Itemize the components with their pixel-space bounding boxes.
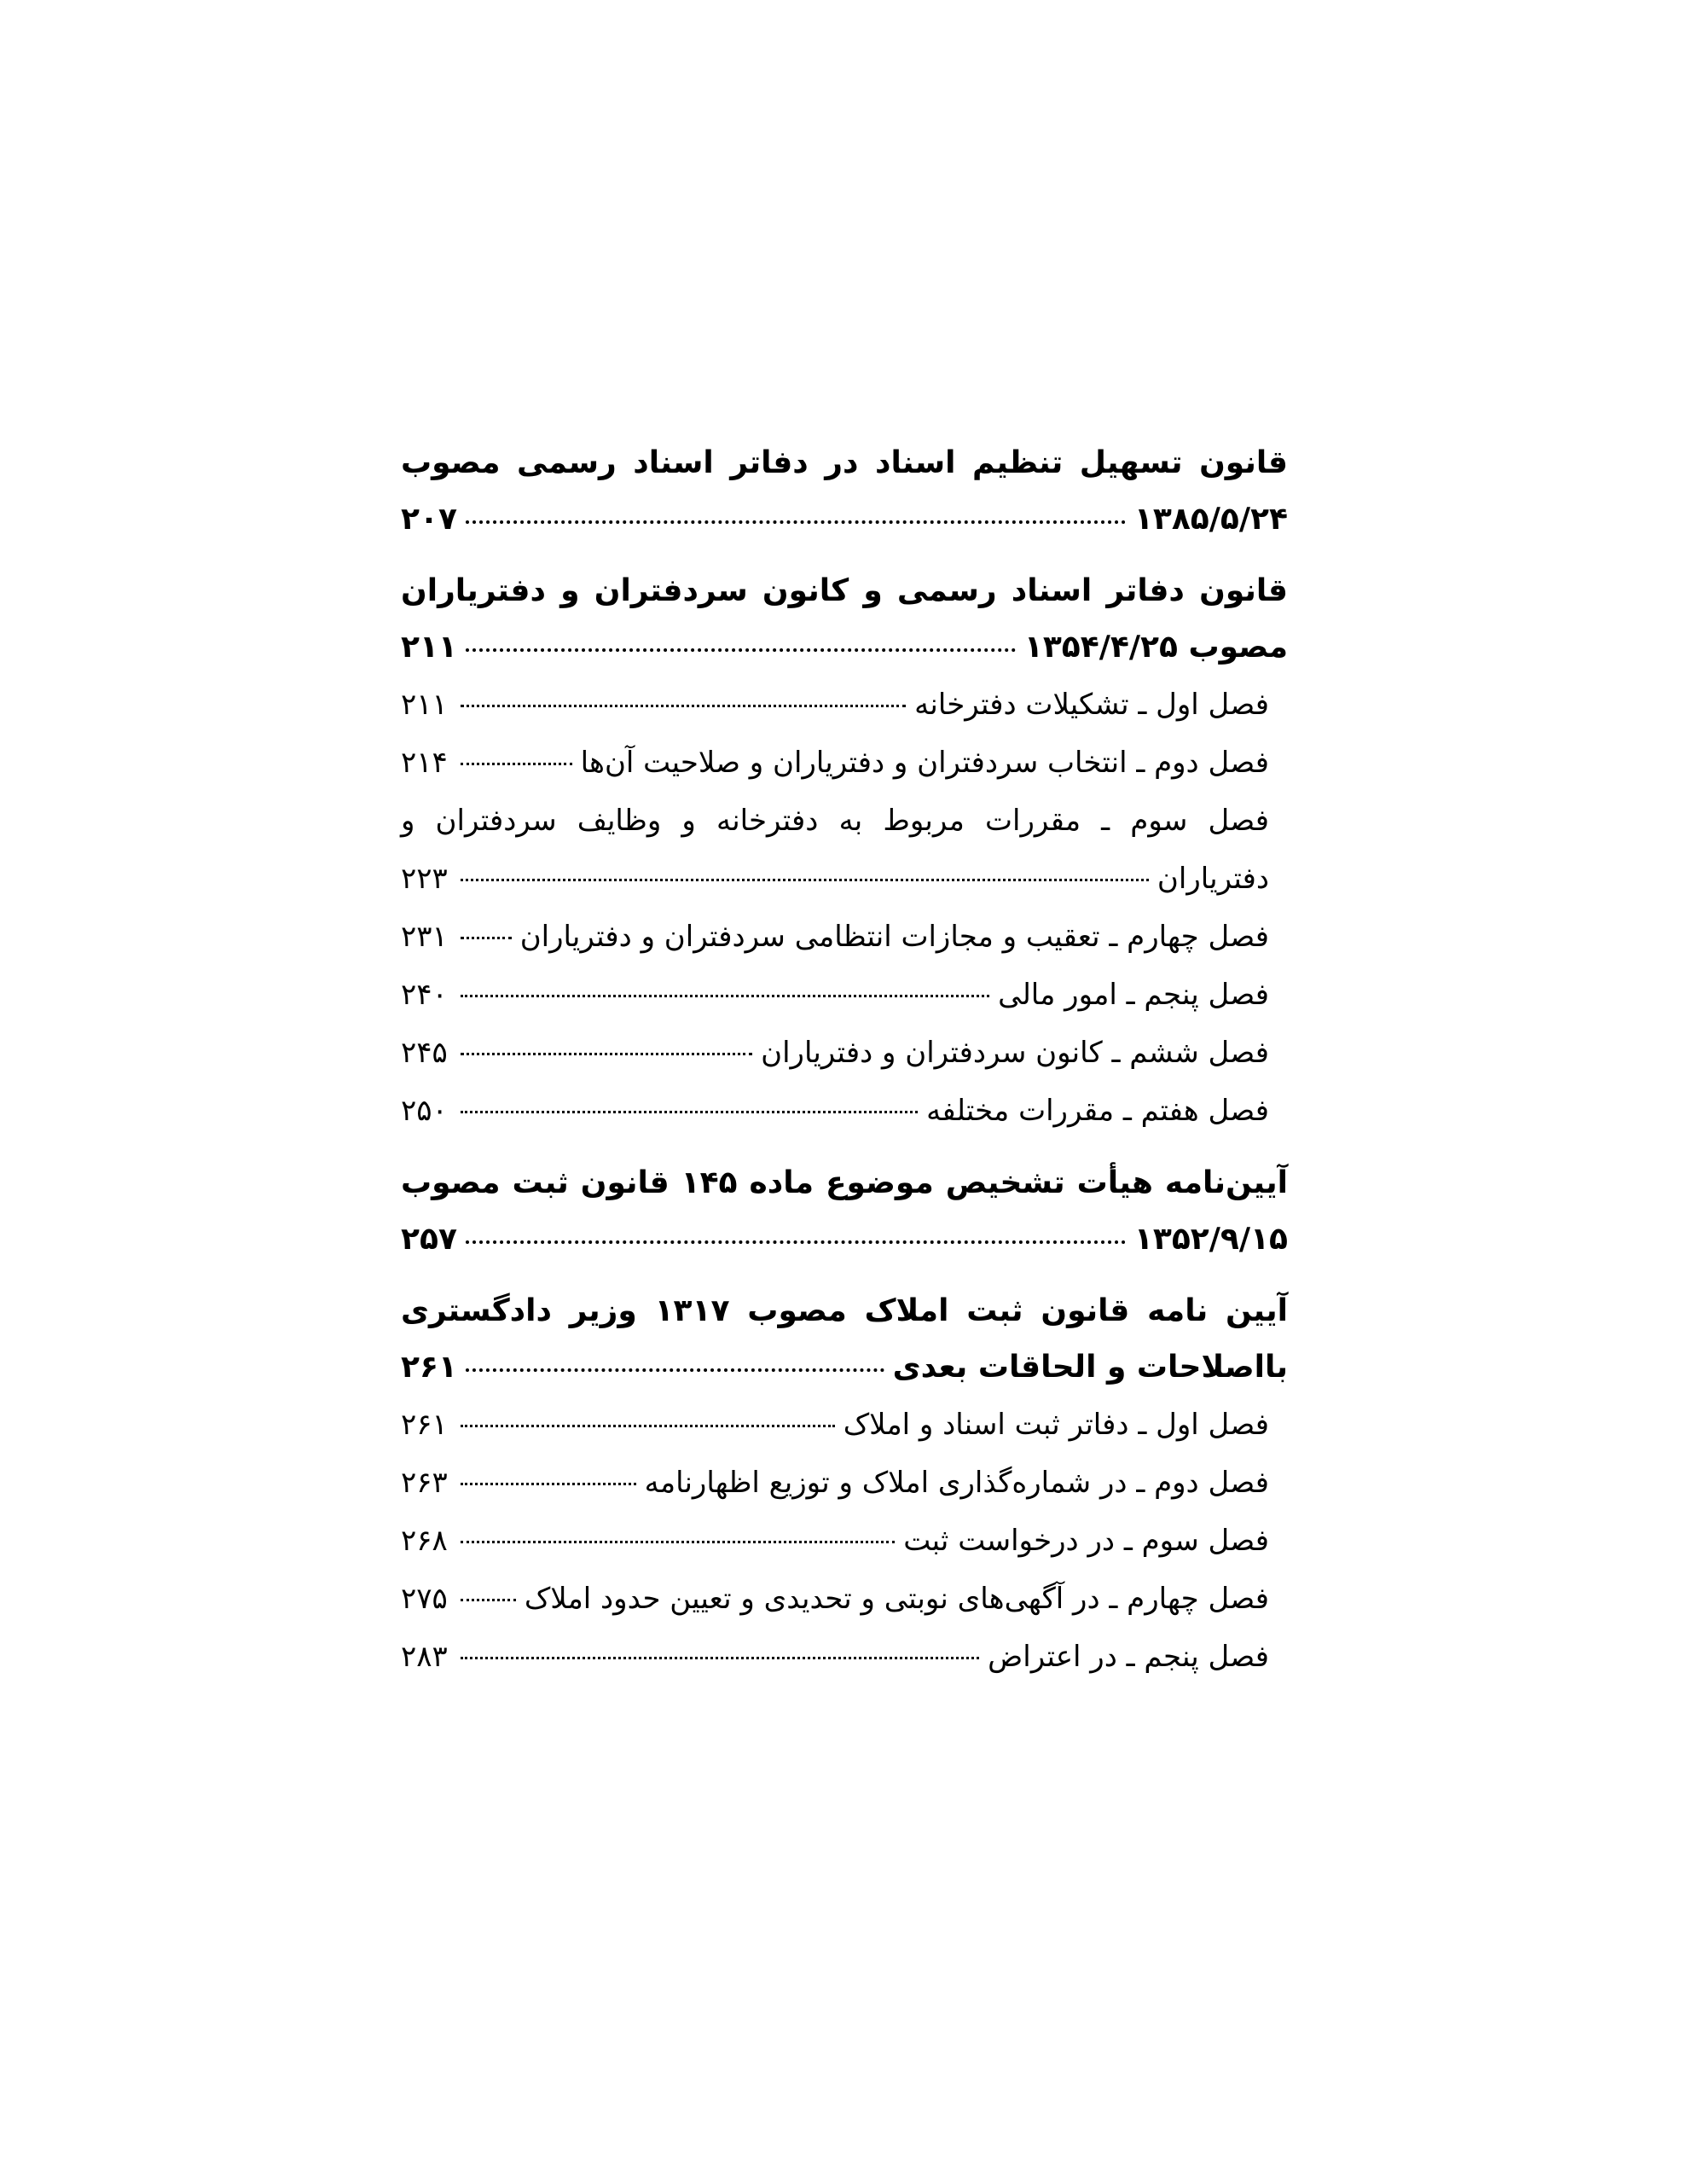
chapter-list <box>401 1396 1288 1686</box>
dot-leader <box>461 1599 516 1601</box>
chapter-label-line1: فصل سوم ـ مقررات مربوط به دفترخانه و وظایف سردفتران و <box>401 804 1269 838</box>
chapter-entry <box>401 676 1269 734</box>
dot-leader <box>466 520 1126 524</box>
dot-leader <box>461 1541 895 1543</box>
table-of-contents <box>401 435 1288 1686</box>
page-number: ۲۶۱ <box>401 1350 457 1385</box>
chapter-label: فصل دوم ـ انتخاب سردفتران و دفتریاران و صلاحیت آن‌ها <box>580 746 1269 780</box>
chapter-label: فصل پنجم ـ در اعتراض <box>988 1640 1269 1674</box>
chapter-label: فصل سوم ـ در درخواست ثبت <box>903 1524 1269 1558</box>
section-title: قانون دفاتر اسناد رسمی و کانون سردفتران و دفتریاران <box>401 573 1288 608</box>
toc-entry <box>401 619 1288 676</box>
page-number: ۲۱۱ <box>401 630 457 665</box>
section-title: آیین‌نامه هیأت تشخیص موضوع ماده ۱۴۵ قانون ثبت مصوب <box>401 1165 1288 1200</box>
section-date: ۱۳۵۲/۹/۱۵ <box>1133 1222 1288 1257</box>
section-date: بااصلاحات و الحاقات بعدی <box>892 1350 1288 1385</box>
page-number: ۲۶۸ <box>401 1524 448 1558</box>
page-number: ۲۴۵ <box>401 1036 448 1070</box>
dot-leader <box>461 879 1149 881</box>
toc-section <box>401 1283 1288 1396</box>
chapter-entry <box>401 734 1269 792</box>
dot-leader <box>461 1111 918 1113</box>
page-number: ۲۶۳ <box>401 1466 448 1500</box>
page-number: ۲۰۷ <box>401 502 457 537</box>
chapter-entry <box>401 1512 1269 1570</box>
section-date: ۱۳۸۵/۵/۲۴ <box>1133 502 1288 537</box>
toc-section <box>401 435 1288 548</box>
chapter-entry <box>401 1082 1269 1140</box>
chapter-label: فصل اول ـ تشکیلات دفترخانه <box>914 688 1269 722</box>
chapter-entry <box>401 1396 1269 1454</box>
page-number: ۲۲۳ <box>401 862 448 896</box>
toc-section <box>401 1155 1288 1268</box>
chapter-label: فصل چهارم ـ تعقیب و مجازات انتظامی سردفتران و دفتریاران <box>519 920 1269 954</box>
dot-leader <box>466 648 1016 652</box>
dot-leader <box>461 1053 752 1055</box>
chapter-label: دفتریاران <box>1157 862 1269 896</box>
chapter-entry <box>401 1024 1269 1082</box>
dot-leader <box>461 937 512 939</box>
page-number: ۲۱۱ <box>401 688 448 722</box>
dot-leader <box>466 1368 884 1372</box>
toc-section <box>401 563 1288 676</box>
chapter-label: فصل دوم ـ در شماره‌گذاری املاک و توزیع اظهارنامه <box>644 1466 1269 1500</box>
page-number: ۲۸۳ <box>401 1640 448 1674</box>
chapter-label: فصل چهارم ـ در آگهی‌های نوبتی و تحدیدی و تعیین حدود املاک <box>524 1582 1269 1616</box>
dot-leader <box>461 1425 835 1427</box>
page-number: ۲۱۴ <box>401 746 448 780</box>
section-date: مصوب ۱۳۵۴/۴/۲۵ <box>1023 630 1288 665</box>
chapter-entry <box>401 1570 1269 1628</box>
page-number: ۲۶۱ <box>401 1408 448 1442</box>
section-title: قانون تسهیل تنظیم اسناد در دفاتر اسناد رسمی مصوب <box>401 445 1288 480</box>
dot-leader <box>461 1483 636 1485</box>
page-number: ۲۵۷ <box>401 1222 457 1257</box>
chapter-list <box>401 676 1288 1140</box>
chapter-entry <box>401 908 1269 966</box>
toc-entry <box>401 1211 1288 1268</box>
toc-entry <box>401 491 1288 548</box>
toc-entry <box>401 1339 1288 1396</box>
page-number: ۲۴۰ <box>401 978 448 1012</box>
page-number: ۲۳۱ <box>401 920 448 954</box>
chapter-entry <box>401 1628 1269 1686</box>
chapter-label: فصل هفتم ـ مقررات مختلفه <box>926 1094 1269 1128</box>
chapter-entry <box>401 966 1269 1024</box>
chapter-entry <box>401 850 1269 908</box>
dot-leader <box>461 763 572 765</box>
chapter-entry <box>401 1454 1269 1512</box>
section-title: آیین نامه قانون ثبت املاک مصوب ۱۳۱۷ وزیر دادگستری <box>401 1293 1288 1328</box>
dot-leader <box>461 1657 979 1659</box>
chapter-label: فصل اول ـ دفاتر ثبت اسناد و املاک <box>843 1408 1269 1442</box>
dot-leader <box>466 1240 1126 1244</box>
chapter-label: فصل ششم ـ کانون سردفتران و دفتریاران <box>761 1036 1269 1070</box>
page-number: ۲۷۵ <box>401 1582 448 1616</box>
page-number: ۲۵۰ <box>401 1094 448 1128</box>
chapter-label: فصل پنجم ـ امور مالی <box>998 978 1269 1012</box>
dot-leader <box>461 995 989 997</box>
dot-leader <box>461 705 906 707</box>
